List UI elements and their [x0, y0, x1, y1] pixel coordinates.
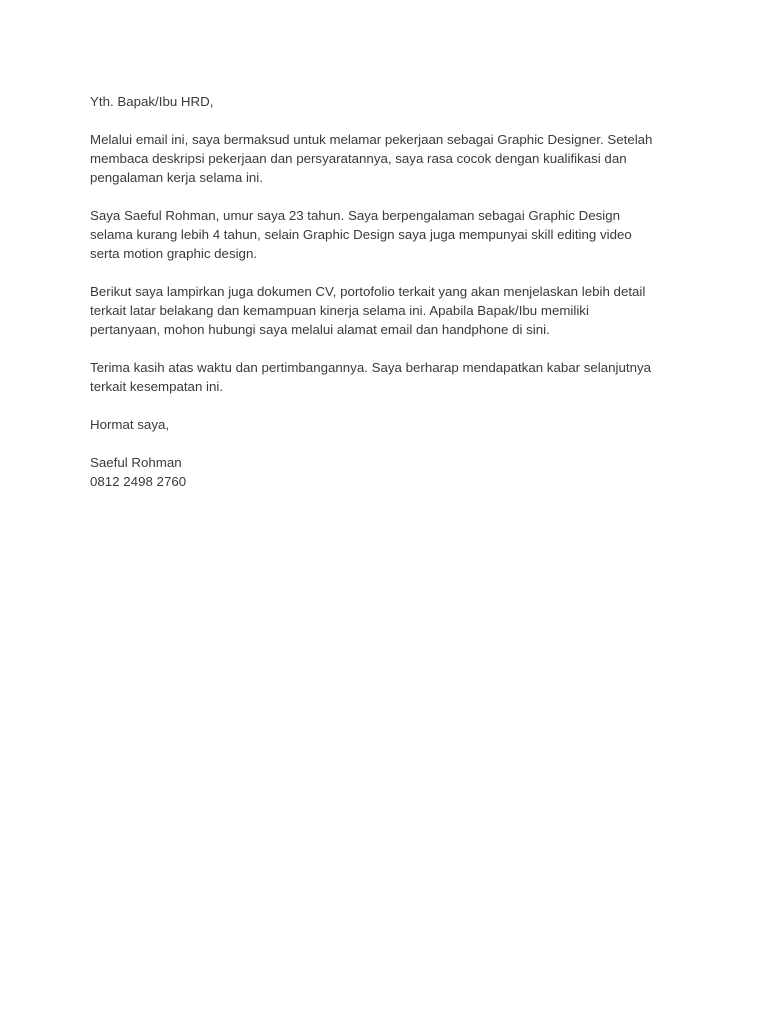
paragraph-attachments — [90, 282, 688, 339]
paragraph-line: pertanyaan, mohon hubungi saya melalui alamat email dan handphone di sini. — [90, 322, 550, 337]
paragraph-line: terkait kesempatan ini. — [90, 379, 224, 394]
paragraph-line: pengalaman kerja selama ini. — [90, 170, 263, 185]
paragraph-about — [90, 206, 688, 263]
paragraph-line: membaca deskripsi pekerjaan dan persyaratannya, saya rasa cocok dengan kualifikasi dan — [90, 151, 627, 166]
paragraph-line: Saya Saeful Rohman, umur saya 23 tahun. Saya berpengalaman sebagai Graphic Design — [90, 208, 620, 223]
paragraph-line: serta motion graphic design. — [90, 246, 258, 261]
salutation — [90, 92, 688, 111]
paragraph-thanks — [90, 358, 688, 396]
paragraph-line: Melalui email ini, saya bermaksud untuk melamar pekerjaan sebagai Graphic Designer. Setelah — [90, 132, 653, 147]
signature — [90, 453, 688, 491]
salutation-text: Yth. Bapak/Ibu HRD, — [90, 94, 214, 109]
paragraph-intro — [90, 130, 688, 187]
closing — [90, 415, 688, 434]
signature-phone: 0812 2498 2760 — [90, 474, 187, 489]
paragraph-line: Berikut saya lampirkan juga dokumen CV, portofolio terkait yang akan menjelaskan lebih detail — [90, 284, 646, 299]
signature-name: Saeful Rohman — [90, 455, 182, 470]
paragraph-line: Terima kasih atas waktu dan pertimbangannya. Saya berharap mendapatkan kabar selanjutnya — [90, 360, 652, 375]
closing-text: Hormat saya, — [90, 417, 170, 432]
paragraph-line: terkait latar belakang dan kemampuan kinerja selama ini. Apabila Bapak/Ibu memiliki — [90, 303, 589, 318]
paragraph-line: selama kurang lebih 4 tahun, selain Graphic Design saya juga mempunyai skill editing video — [90, 227, 632, 242]
